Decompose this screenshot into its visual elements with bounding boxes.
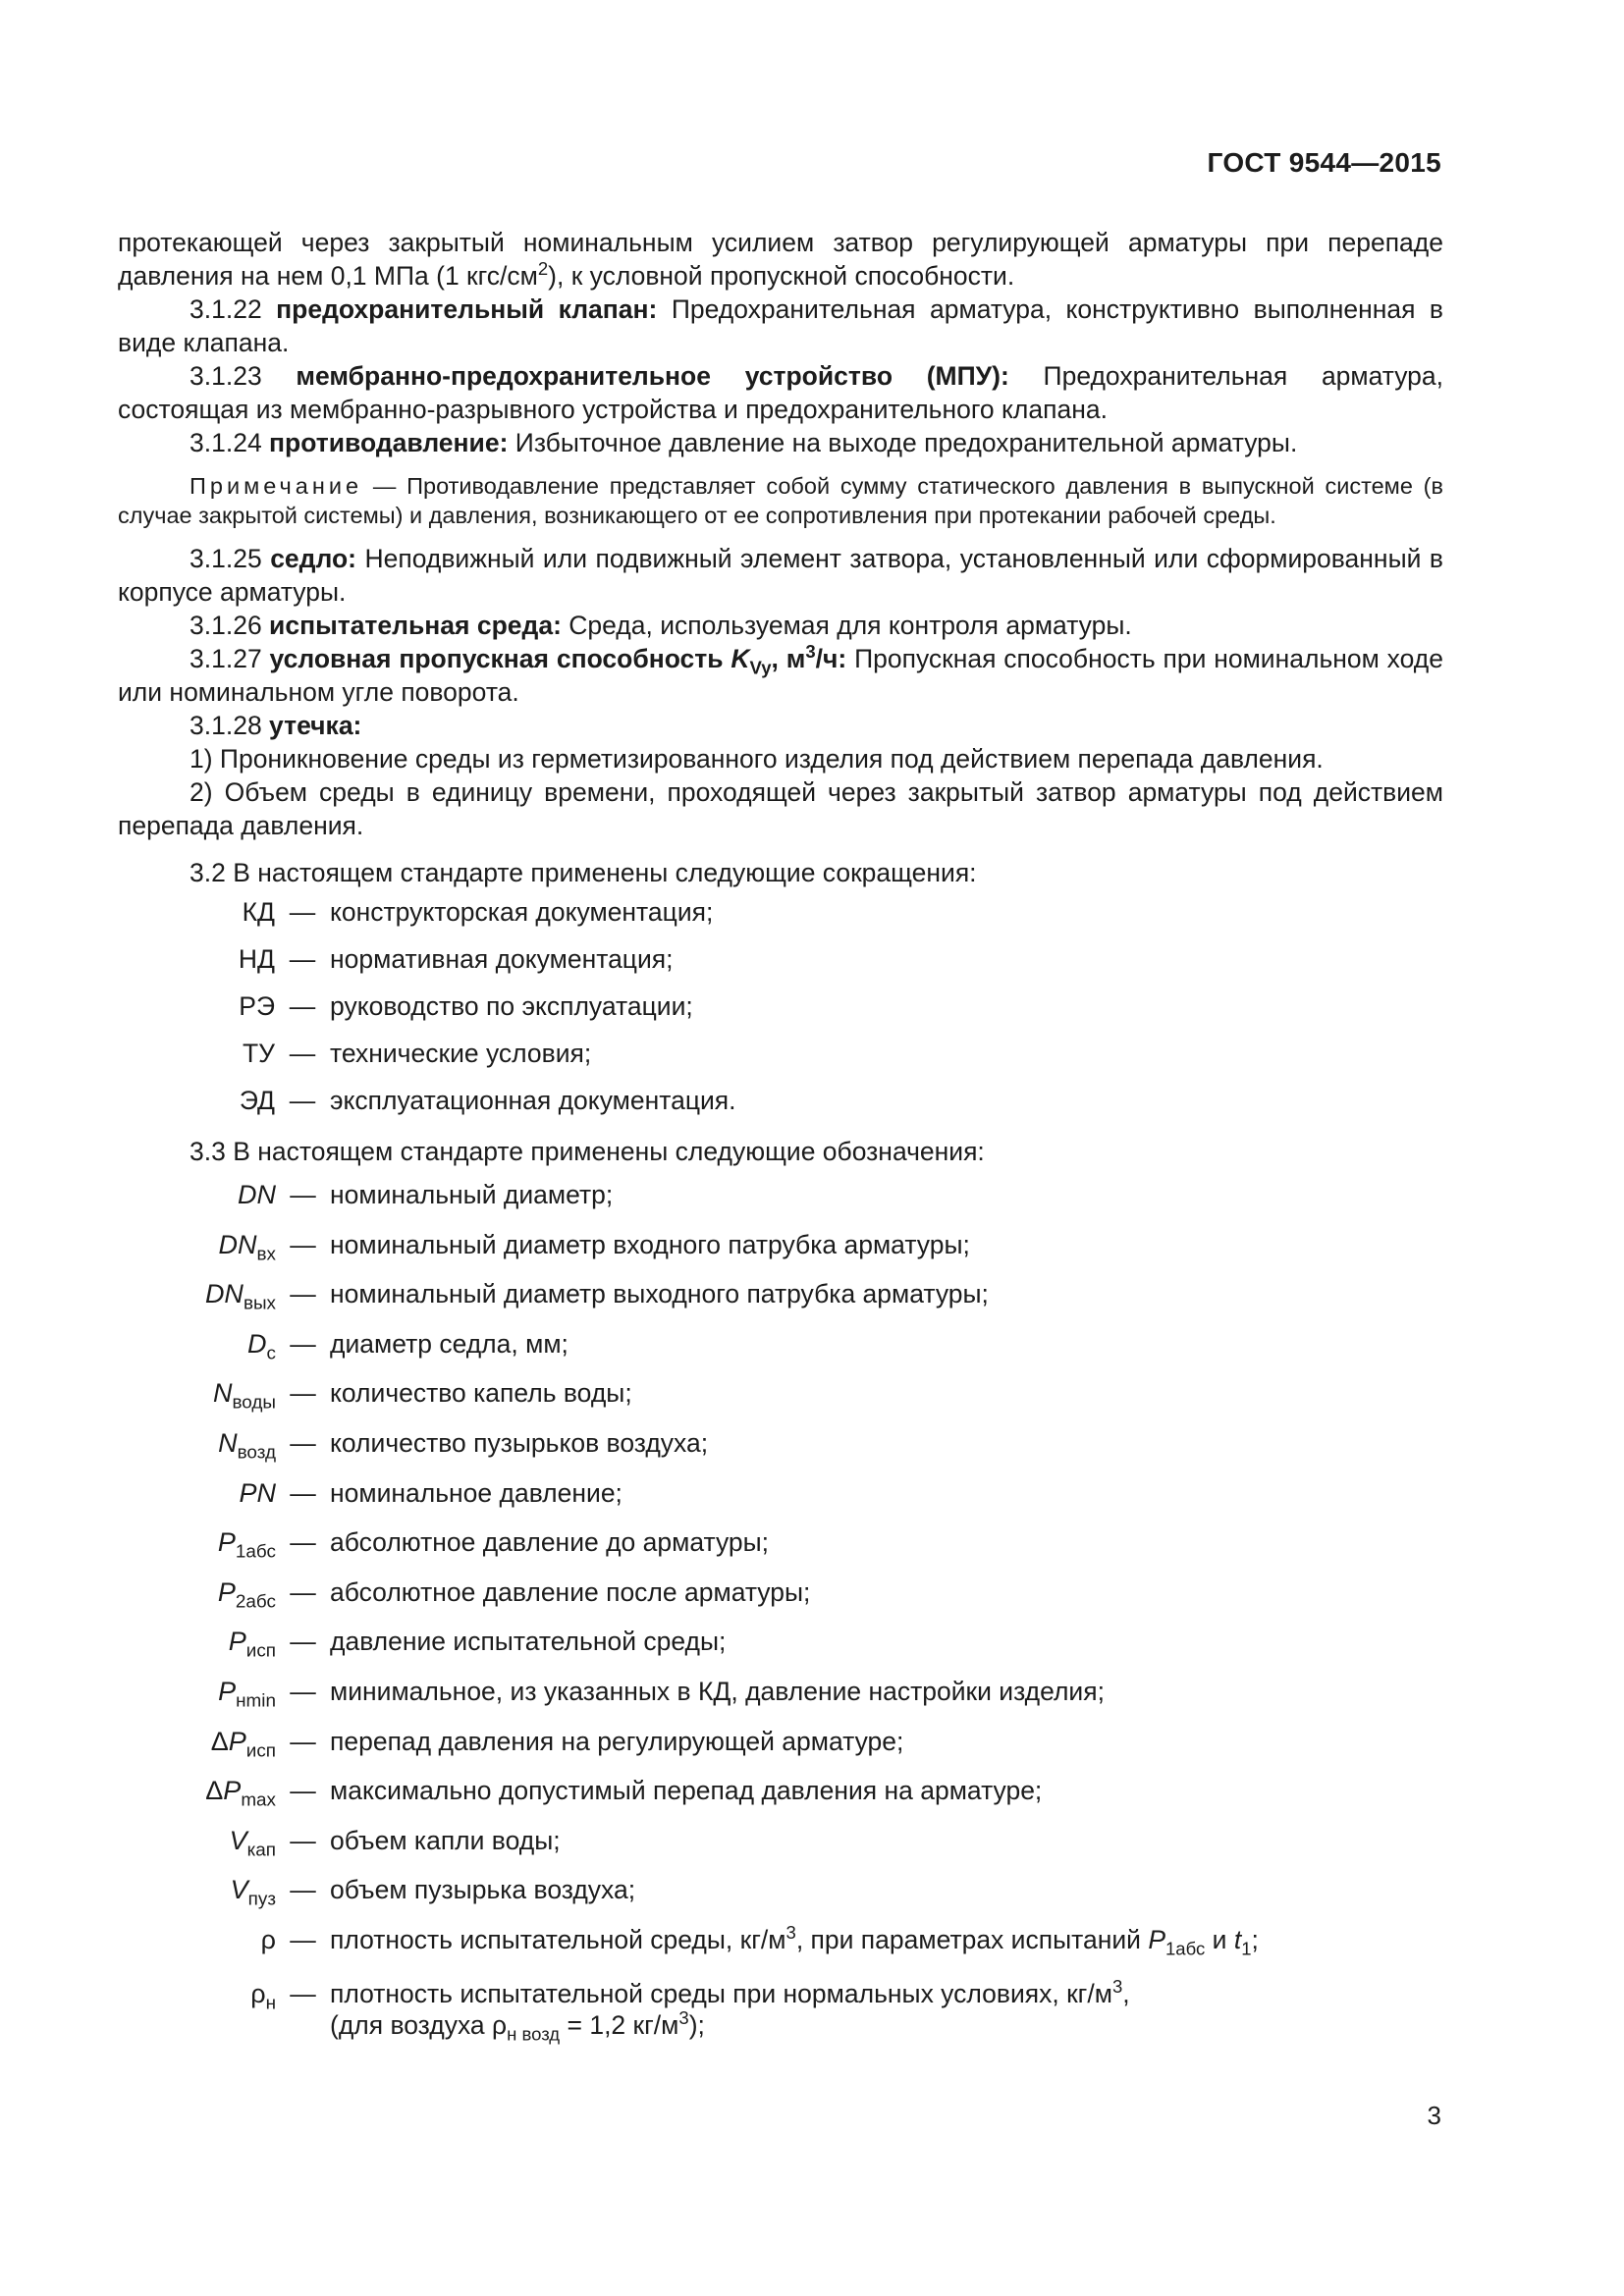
leak-item-1: 1) Проникновение среды из герметизированного изделия под действием перепада давления. [189,744,1324,774]
list-item: ТУ — технические условия; [242,1039,592,1068]
list-item: DN — номинальный диаметр; [118,1178,1443,1228]
definition: объем капли воды; [330,1825,561,1855]
symbol: ρ [260,1924,276,1954]
list-item: $P_{исп}$ — давление испытательной среды; [118,1625,1443,1675]
symbols-list [118,1178,1443,1923]
document-body [118,226,1444,2044]
definition: абсолютное давление после арматуры; [330,1576,811,1607]
definition: номинальное давление; [330,1477,623,1508]
list-item: $\Delta P_{max}$ — максимально допустимый перепад давления на арматуре; [118,1774,1443,1824]
symbol: $DN_{вых}$ [204,1279,276,1314]
definition: давление испытательной среды; [330,1627,727,1657]
list-item: РЭ — руководство по эксплуатации; [239,991,693,1021]
symbol: DN [238,1180,276,1209]
paragraph-continuation: протекающей через закрытый номинальным усилием затвор регулирующей арматуры при перепаде давления на нем 0,1 МПа (1 кгс/$см^2$), к условной пропускной способности. [118,228,1443,291]
symbol: $N_{возд}$ [218,1427,276,1464]
list-item: $P_{1абс}$ — абсолютное давление до арматуры; [118,1525,1443,1575]
definition: номинальный диаметр входного патрубка арматуры; [330,1229,970,1259]
symbol: $DN_{вх}$ [218,1229,276,1264]
definition: количество пузырьков воздуха; [330,1427,709,1458]
term-3-1-27: 3.1.27 условная пропускная способность $K_{Vy}$, $м^3/ч$: Пропускная способность при номинальном ходе или номинальном угле поворота. [118,641,1443,707]
list-item: $N_{воды}$ — количество капель воды; [118,1376,1443,1426]
term-3-1-22: 3.1.22 предохранительный клапан: Предохранительная арматура, конструктивно выполненная в виде клапана. [118,294,1443,357]
list-item: $V_{пуз}$ — объем пузырька воздуха; [118,1873,1443,1923]
note-counterpressure: Примечание — Противодавление представляет собой сумму статического давления в выпускной системе (в случае закрытой системы) и давления, возникающего от ее сопротивления при протекании рабочей среды. [118,473,1443,528]
document-header: ГОСТ 9544—2015 [1207,147,1441,178]
list-item: $V_{кап}$ — объем капли воды; [118,1824,1443,1874]
symbol: $\rho_н$ [250,1978,276,2013]
definition: перепад давления на регулирующей арматуре; [330,1726,904,1756]
symbol: $D_с$ [247,1328,276,1364]
term-3-1-28: 3.1.28 утечка: [189,711,362,740]
abbreviations-list [118,895,1443,1131]
list-item: КД — конструкторская документация; [242,897,714,927]
symbol: $\Delta P_{исп}$ [210,1726,276,1761]
symbol: $P_{нmin}$ [218,1676,276,1712]
list-item: ρ — плотность испытательной среды, $кг/м^3$, при параметрах испытаний $P_{1абс}$ и $t_1$; [118,1923,1443,1973]
definition: объем пузырька воздуха; [330,1875,636,1905]
symbol: $V_{пуз}$ [230,1875,276,1910]
section-3-2-intro: 3.2 В настоящем стандарте применены следующие сокращения: [189,858,977,887]
definition: номинальный диаметр выходного патрубка арматуры; [330,1279,989,1309]
term-3-1-25: 3.1.25 седло: Неподвижный или подвижный элемент затвора, установленный или сформированный в корпусе арматуры. [118,544,1443,607]
list-item: $P_{2абс}$ — абсолютное давление после арматуры; [118,1575,1443,1626]
list-item: $\rho_н$ — плотность испытательной среды при нормальных условиях, $кг/м^3$, (для воздуха $\rho_{н возд} = 1,2$ $кг/м^3$); [118,1977,1443,2041]
symbol: $\Delta P_{max}$ [205,1776,276,1811]
definition: количество капель воды; [330,1378,632,1409]
term-3-1-23: 3.1.23 мембранно-предохранительное устройство (МПУ): Предохранительная арматура, состоящая из мембранно-разрывного устройства и предохранительного клапана. [118,361,1444,424]
list-item: $\Delta P_{исп}$ — перепад давления на регулирующей арматуре; [118,1725,1443,1775]
term-3-1-24: 3.1.24 противодавление: Избыточное давление на выходе предохранительной арматуры. [189,428,1298,457]
list-item: ЭД — эксплуатационная документация. [239,1086,736,1115]
section-3-3-intro: 3.3 В настоящем стандарте применены следующие обозначения: [189,1137,985,1166]
symbol: $P_{исп}$ [228,1627,276,1662]
definition: плотность испытательной среды, $кг/м^3$, при параметрах испытаний $P_{1абс}$ и $t_1$; [330,1922,1259,1959]
list-item: PN — номинальное давление; [118,1476,1443,1526]
definition: номинальный диаметр; [330,1180,614,1209]
symbols-list-rho [118,1922,1443,2044]
list-item: $DN_{вх}$ — номинальный диаметр входного патрубка арматуры; [118,1228,1443,1278]
list-item: $D_с$ — диаметр седла, мм; [118,1327,1443,1377]
symbol: $N_{воды}$ [212,1378,276,1414]
symbol: $V_{кап}$ [229,1825,276,1861]
list-item: $N_{возд}$ — количество пузырьков воздуха; [118,1426,1443,1476]
list-item: НД — нормативная документация; [238,944,674,974]
symbol: $P_{1абс}$ [217,1527,276,1563]
definition: абсолютное давление до арматуры; [330,1527,770,1558]
leak-item-2: 2) Объем среды в единицу времени, проходящей через закрытый затвор арматуры под действием перепада давления. [118,777,1443,840]
list-item: $P_{нmin}$ — минимальное, из указанных в КД, давление настройки изделия; [118,1675,1443,1725]
definition: максимально допустимый перепад давления на арматуре; [330,1776,1043,1806]
symbol: PN [239,1477,276,1508]
definition: минимальное, из указанных в КД, давление настройки изделия; [330,1676,1105,1706]
definition: диаметр седла, мм; [330,1328,568,1359]
list-item: $DN_{вых}$ — номинальный диаметр выходного патрубка арматуры; [118,1277,1443,1327]
definition: плотность испытательной среды при нормальных условиях, $кг/м^3$, (для воздуха $\rho_{н возд} = 1,2$ $кг/м^3$); [330,1975,1130,2044]
symbol: $P_{2абс}$ [217,1576,276,1613]
term-3-1-26: 3.1.26 испытательная среда: Среда, используемая для контроля арматуры. [189,611,1132,640]
page-number: 3 [1427,2101,1441,2130]
